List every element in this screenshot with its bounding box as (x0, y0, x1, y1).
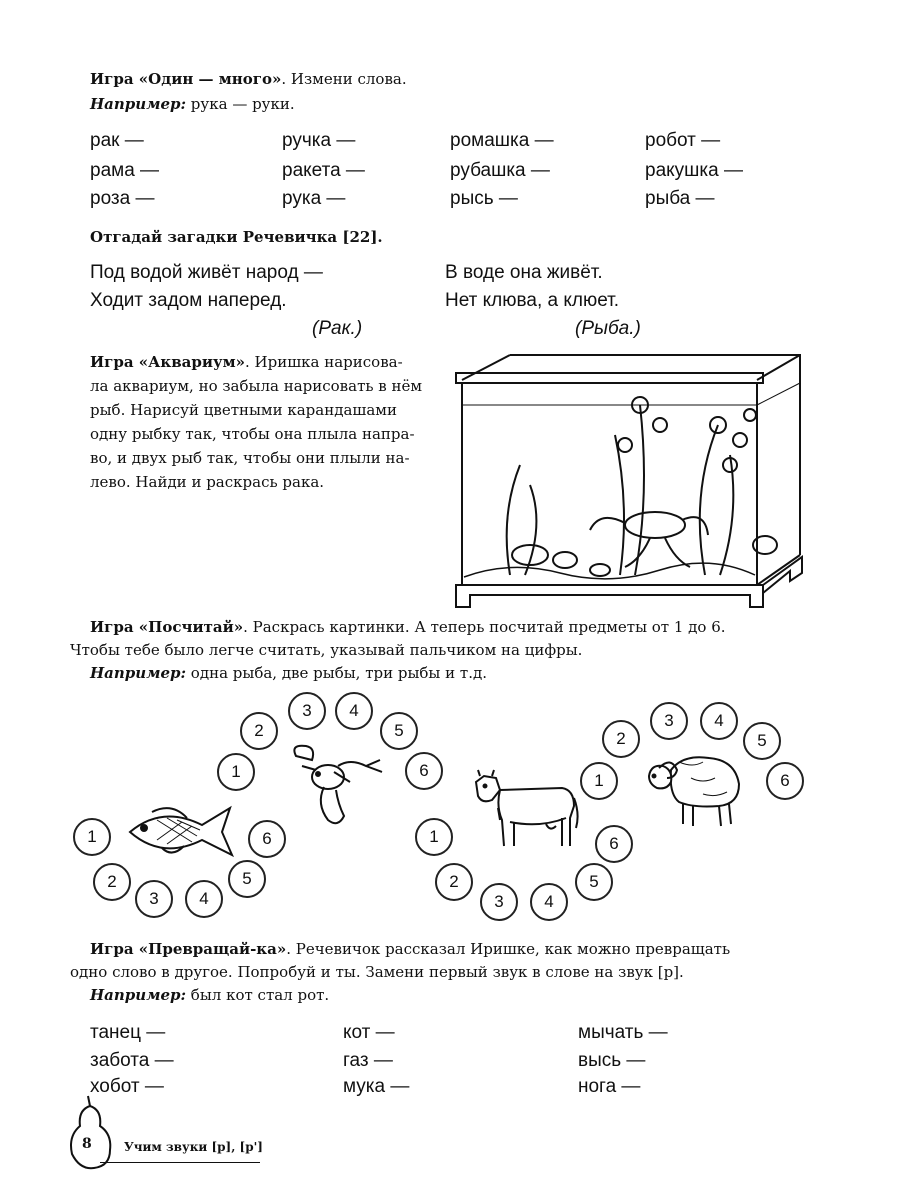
game1-example (90, 95, 295, 113)
transform-line1 (90, 940, 730, 958)
count-example-label: Например: (90, 664, 187, 682)
transform-word: нога — (578, 1076, 641, 1097)
number-circle: 2 (240, 712, 278, 750)
transform-word: танец — (90, 1022, 166, 1043)
count-line1 (90, 618, 726, 636)
aquarium-text (90, 350, 450, 494)
game1-word: робот — (645, 130, 721, 151)
riddle-left-line1: Под водой живёт народ — (90, 262, 323, 283)
number-circle: 3 (650, 702, 688, 740)
count-example-text: одна рыба, две рыбы, три рыбы и т.д. (186, 664, 487, 682)
transform-example-text: был кот стал рот. (186, 986, 330, 1004)
number-circle: 3 (288, 692, 326, 730)
number-circle: 4 (700, 702, 738, 740)
count-title: Игра «Посчитай» (90, 618, 244, 636)
game1-word: рука — (282, 188, 346, 209)
number-circle: 5 (228, 860, 266, 898)
game1-word: роза — (90, 188, 155, 209)
transform-line2: одно слово в другое. Попробуй и ты. Замени первый звук в слове на звук [р]. (70, 963, 684, 981)
riddle-right-line1: В воде она живёт. (445, 262, 603, 283)
transform-word: газ — (343, 1050, 393, 1071)
crayfish-illustration (288, 742, 386, 830)
game1-word: рыба — (645, 188, 715, 209)
transform-text1: . Речевичок рассказал Иришке, как можно превращать (286, 940, 731, 958)
game1-example-text: рука — руки. (186, 95, 295, 113)
number-circle: 4 (185, 880, 223, 918)
aquarium-illustration (450, 345, 810, 615)
game1-task: . Измени слова. (281, 70, 407, 88)
number-circle: 5 (380, 712, 418, 750)
number-circle: 6 (405, 752, 443, 790)
game1-word: ракушка — (645, 160, 743, 181)
number-circle: 1 (415, 818, 453, 856)
number-circle: 1 (580, 762, 618, 800)
number-circle: 5 (575, 863, 613, 901)
number-circle: 6 (248, 820, 286, 858)
game1-word: рама — (90, 160, 160, 181)
riddle-right-line2: Нет клюва, а клюет. (445, 290, 620, 311)
aquarium-line: ла аквариум, но забыла нарисовать в нём (90, 377, 423, 395)
game1-word: рубашка — (450, 160, 550, 181)
riddle-left-line2: Ходит задом наперед. (90, 290, 287, 311)
cow-illustration (470, 768, 580, 850)
transform-word: забота — (90, 1050, 174, 1071)
game1-word: ромашка — (450, 130, 554, 151)
aquarium-title: Игра «Аквариум» (90, 353, 245, 371)
number-circle: 1 (217, 753, 255, 791)
game1-title: Игра «Один — много» (90, 70, 282, 88)
riddles-title-text: Отгадай загадки Речевичка [22]. (90, 228, 383, 246)
transform-word: мука — (343, 1076, 410, 1097)
riddle-left-answer: (Рак.) (312, 318, 363, 339)
number-circle: 4 (335, 692, 373, 730)
transform-word: мычать — (578, 1022, 668, 1043)
number-circle: 6 (766, 762, 804, 800)
footer-rule (100, 1162, 260, 1163)
pear-icon (64, 1092, 116, 1172)
number-circle: 5 (743, 722, 781, 760)
aquarium-line: лево. Найди и раскрась рака. (90, 473, 325, 491)
transform-title: Игра «Превращай-ка» (90, 940, 287, 958)
transform-example (90, 986, 329, 1004)
game1-word: рак — (90, 130, 144, 151)
count-example (90, 664, 487, 682)
game1-word: ракета — (282, 160, 365, 181)
ram-illustration (643, 748, 743, 830)
number-circle: 3 (480, 883, 518, 921)
fish-illustration (122, 800, 237, 862)
transform-word: кот — (343, 1022, 395, 1043)
page-number: 8 (82, 1136, 92, 1152)
transform-example-label: Например: (90, 986, 187, 1004)
aquarium-line: одну рыбку так, чтобы она плыла напра- (90, 425, 415, 443)
footer-text: Учим звуки [р], [р'] (124, 1140, 263, 1154)
aquarium-line: рыб. Нарисуй цветными карандашами (90, 401, 397, 419)
game1-heading (90, 70, 407, 88)
count-line2: Чтобы тебе было легче считать, указывай пальчиком на цифры. (70, 641, 583, 659)
aquarium-line: во, и двух рыб так, чтобы они плыли на- (90, 449, 410, 467)
number-circle: 2 (602, 720, 640, 758)
riddle-right-answer: (Рыба.) (575, 318, 641, 339)
transform-word: высь — (578, 1050, 646, 1071)
number-circle: 6 (595, 825, 633, 863)
number-circle: 3 (135, 880, 173, 918)
number-circle: 4 (530, 883, 568, 921)
aquarium-line: . Иришка нарисова- (244, 353, 403, 371)
number-circle: 2 (435, 863, 473, 901)
game1-example-label: Например: (90, 95, 187, 113)
riddles-title (90, 228, 383, 246)
number-circle: 2 (93, 863, 131, 901)
game1-word: рысь — (450, 188, 518, 209)
game1-word: ручка — (282, 130, 356, 151)
number-circle: 1 (73, 818, 111, 856)
count-text1: . Раскрась картинки. А теперь посчитай предметы от 1 до 6. (243, 618, 726, 636)
transform-word: хобот — (90, 1076, 164, 1097)
